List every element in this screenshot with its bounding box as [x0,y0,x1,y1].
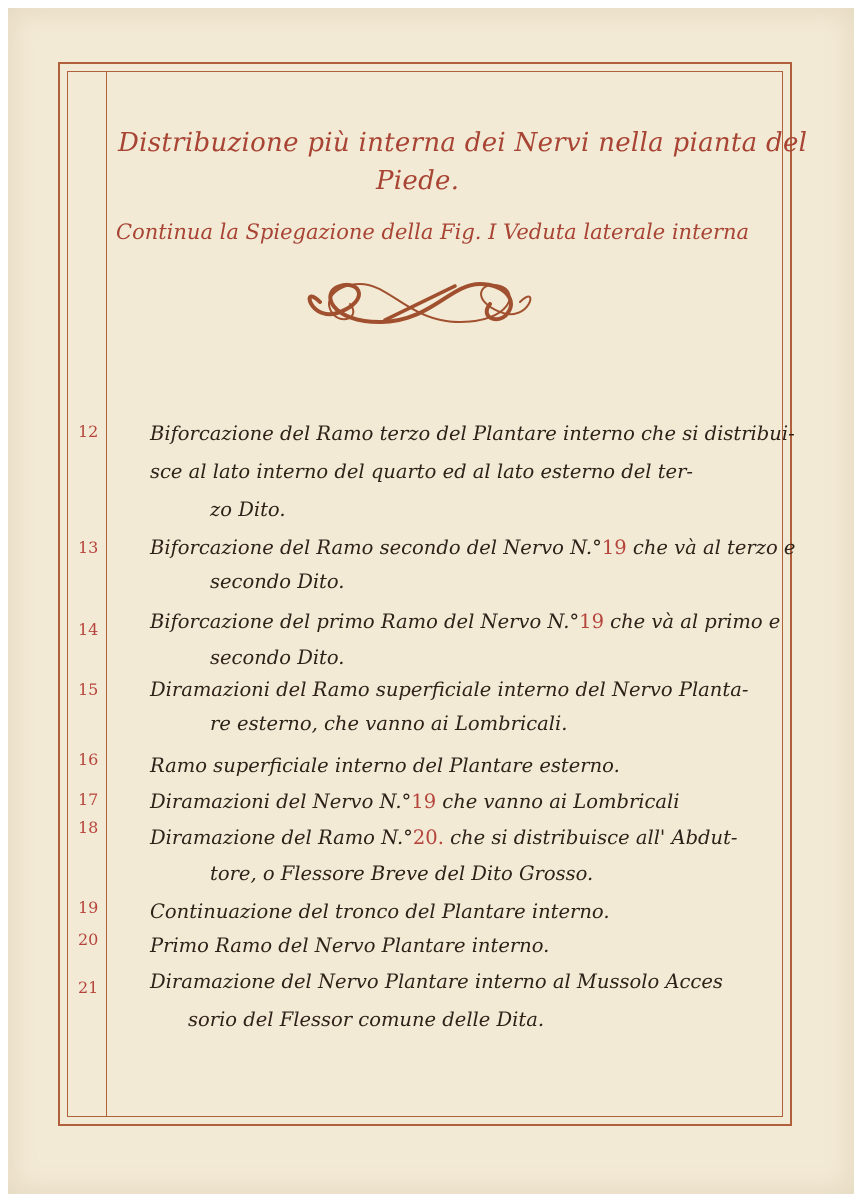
entry-14-text: Biforcazione del primo Ramo del Nervo N.° [150,610,580,633]
entry-15-line-2: re esterno, che vanno ai Lombricali. [210,712,568,735]
nerve-reference: 19 [579,610,604,633]
entry-18-line-1 [150,826,790,849]
entry-17-line-1 [150,790,790,813]
entry-20-line-1: Primo Ramo del Nervo Plantare interno. [150,934,550,957]
entry-number-18: 18 [78,818,99,837]
title-line-1: Distribuzione più interna dei Nervi nella pianta del [118,128,808,158]
entry-number-13: 13 [78,538,99,557]
nerve-reference: 19 [411,790,437,813]
entry-18-text-end: che si distribuisce all' Abdut- [443,826,738,849]
entry-16-line-1: Ramo superficiale interno del Plantare esterno. [150,754,620,777]
entry-17-text-end: che vanno ai Lombricali [436,790,680,813]
flourish-ornament-icon [300,272,540,338]
title-line-2: Piede. [376,166,460,196]
entry-number-21: 21 [78,978,99,997]
entry-13-text: Biforcazione del Ramo secondo del Nervo N.° [150,536,602,559]
entry-14-line-2: secondo Dito. [210,646,345,669]
entry-17-text: Diramazioni del Nervo N.° [150,790,412,813]
entry-13-text-end: che và al terzo e [626,536,796,559]
entry-14-text-end: che và al primo e [603,610,781,633]
entry-12-line-2: sce al lato interno del quarto ed al lato esterno del ter- [150,460,693,483]
entry-21-line-2: sorio del Flessor comune delle Dita. [188,1008,545,1031]
entry-21-line-1: Diramazione del Nervo Plantare interno al Mussolo Acces [150,970,723,993]
entry-14-line-1 [150,610,790,633]
entry-18-line-2: tore, o Flessore Breve del Dito Grosso. [210,862,594,885]
entry-number-16: 16 [78,750,99,769]
entry-13-line-2: secondo Dito. [210,570,345,593]
entry-13-line-1 [150,536,796,559]
entry-number-20: 20 [78,930,99,949]
entry-number-14: 14 [78,620,99,639]
entry-12-line-3: zo Dito. [210,498,286,521]
nerve-reference: 20. [412,826,444,849]
nerve-reference: 19 [601,536,627,559]
entry-number-15: 15 [78,680,99,699]
page-subtitle: Continua la Spiegazione della Fig. I Veduta laterale interna [116,220,750,244]
entry-15-line-1: Diramazioni del Ramo superficiale interno del Nervo Planta- [150,678,749,701]
entry-number-19: 19 [78,898,99,917]
entry-number-17: 17 [78,790,99,809]
entry-number-12: 12 [78,422,99,441]
entry-18-text: Diramazione del Ramo N.° [150,826,413,849]
entry-12-line-1: Biforcazione del Ramo terzo del Plantare interno che si distribui- [150,422,795,445]
entry-19-line-1: Continuazione del tronco del Plantare interno. [150,900,610,923]
margin-rule [106,71,107,1117]
